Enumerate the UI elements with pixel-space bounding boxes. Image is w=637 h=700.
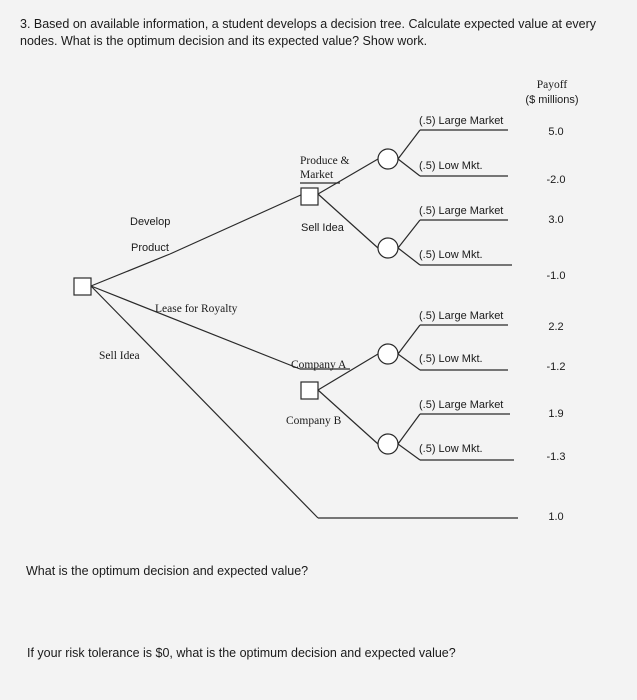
chance-node-3 (378, 344, 398, 364)
payoff-value: -1.0 (546, 270, 566, 282)
label-c3-large-market: (.5) Large Market (419, 310, 504, 322)
payoff-value: 5.0 (548, 126, 564, 138)
edge-c2-large (398, 220, 420, 248)
label-develop: Develop (130, 216, 171, 228)
label-c1-low-market: (.5) Low Mkt. (419, 160, 483, 172)
label-company-a: Company A (291, 359, 347, 371)
prompt-risk-tolerance: If your risk tolerance is $0, what is the optimum decision and expected value? (27, 646, 456, 660)
question-line-1: 3. Based on available information, a student develops a decision tree. Calculate expected value at every (20, 17, 597, 31)
label-lease-for-royalty: Lease for Royalty (155, 303, 238, 315)
edge-develop-diagonal (91, 254, 170, 286)
label-c2-low-market: (.5) Low Mkt. (419, 249, 483, 261)
payoff-value: 3.0 (548, 214, 564, 226)
label-c4-low-market: (.5) Low Mkt. (419, 443, 483, 455)
label-company-b: Company B (286, 415, 342, 427)
payoff-value: -2.0 (546, 174, 566, 186)
edge-c1-large (398, 130, 420, 159)
edge-c4-large (398, 414, 420, 444)
question-line-2: nodes. What is the optimum decision and its expected value? Show work. (20, 34, 428, 48)
label-produce-market-2: Market (300, 169, 334, 181)
edge-c4-low (398, 444, 420, 460)
label-c3-low-market: (.5) Low Mkt. (419, 353, 483, 365)
chance-node-2 (378, 238, 398, 258)
edge-c3-low (398, 354, 420, 370)
payoff-value: 2.2 (548, 321, 564, 333)
payoff-units: ($ millions) (525, 94, 579, 106)
root-decision-node (74, 278, 91, 295)
edge-c1-low (398, 159, 420, 176)
prompt-optimum-decision: What is the optimum decision and expected value? (26, 564, 309, 578)
chance-node-1 (378, 149, 398, 169)
label-c1-large-market: (.5) Large Market (419, 115, 504, 127)
label-c4-large-market: (.5) Large Market (419, 399, 504, 411)
chance-node-4 (378, 434, 398, 454)
edge-c2-low (398, 248, 420, 265)
payoff-value: -1.2 (546, 361, 566, 373)
label-produce-market-1: Produce & (300, 155, 350, 167)
develop-decision-node (301, 188, 318, 205)
payoff-value: 1.0 (548, 511, 564, 523)
edge-develop-to-node (170, 194, 303, 254)
label-sell-idea-sub: Sell Idea (301, 222, 344, 234)
edge-c3-large (398, 325, 420, 354)
company-decision-node (301, 382, 318, 399)
payoff-value: 1.9 (548, 408, 564, 420)
payoff-header: Payoff (536, 79, 568, 91)
label-product: Product (131, 242, 169, 254)
label-c2-large-market: (.5) Large Market (419, 205, 504, 217)
edge-sell-idea (91, 286, 318, 518)
edge-sell-idea-sub (318, 194, 378, 248)
label-sell-idea-main: Sell Idea (99, 350, 140, 362)
payoff-value: -1.3 (546, 451, 566, 463)
